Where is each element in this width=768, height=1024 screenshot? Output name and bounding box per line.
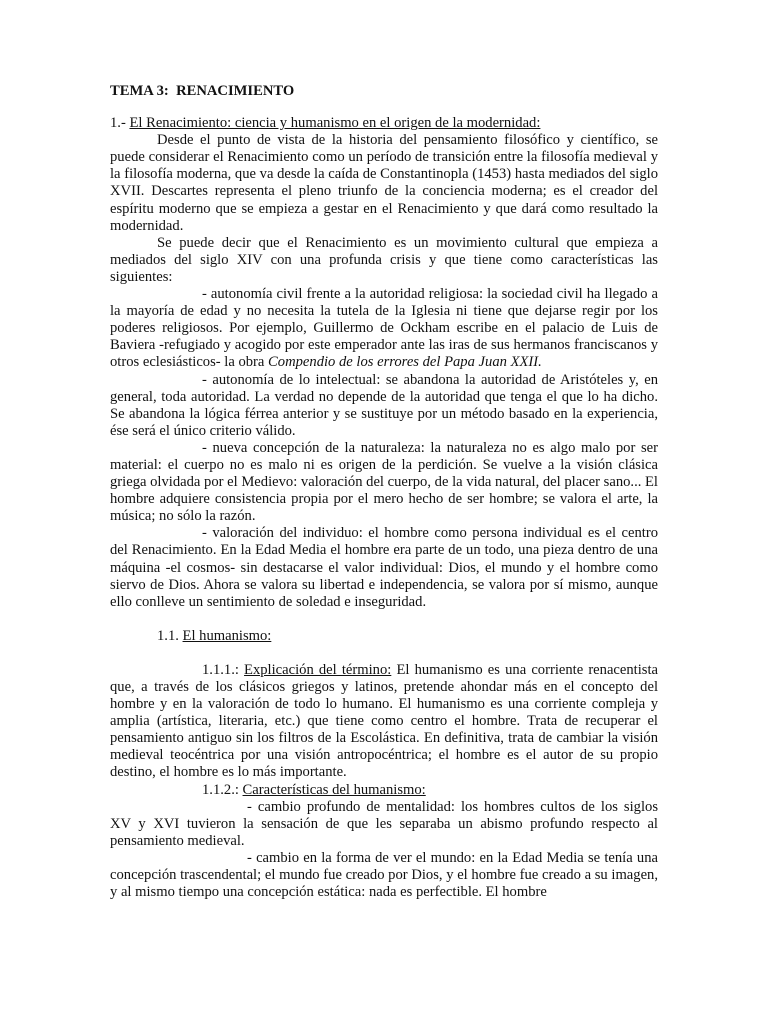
subsection-1-1-2-heading xyxy=(202,782,658,799)
subsection-1-1-2-number: 1.1.2.: xyxy=(202,781,243,798)
list-item-world-view-change: - cambio en la forma de ver el mundo: en la Edad Media se tenía una concepción trascendental; el mundo fue creado por Dios, y el hombre fue creado a su imagen, y al mismo tiempo una concepción estática: nada es perfectible. El hombre xyxy=(110,849,658,901)
document-page xyxy=(110,83,658,901)
subsection-1-1-1-title: Explicación del término: xyxy=(244,661,392,678)
list-item-individual-value: - valoración del individuo: el hombre como persona individual es el centro del Renacimiento. En la Edad Media el hombre era parte de un todo, una pieza dentro de una máquina -el cosmos- sin destacarse el valor individual: Dios, el mundo y el hombre como siervo de Dios. Ahora se valora su libertad e independencia, se valora por sí mismo, aunque ello conlleve un sentimiento de soledad e inseguridad. xyxy=(110,525,658,610)
section-1-heading xyxy=(110,115,658,132)
list-item-civil-autonomy xyxy=(110,286,658,371)
list-item-nature-conception: - nueva concepción de la naturaleza: la naturaleza no es algo malo por ser material: el cuerpo no es malo ni es origen de la perdición. Se vuelve a la visión clásica griega olvidada por el Medievo: valoración del cuerpo, de la vida natural, del placer sano... El hombre adquiere consistencia propia por el mero hecho de ser hombre; se valora el arte, la música; no sólo la razón. xyxy=(110,439,658,525)
document-title: TEMA 3: RENACIMIENTO xyxy=(110,83,295,99)
list-item-mentality-change: - cambio profundo de mentalidad: los hombres cultos de los siglos XV y XVI tuvieron la sensación de que les separaba un abismo profundo respecto al pensamiento medieval. xyxy=(110,798,658,849)
subsection-1-1-1-text: El humanismo es una corriente renacentista que, a través de los clásicos griegos y latinos, pretende ahondar más en el concepto del hombre y en la valoración de todo lo humano. El humanismo es una corriente compleja y amplia (artística, literaria, etc.) que tiene como centro el hombre. Trata de recuperar el pensamiento antiguo sin los filtros de la Escolástica. En definitiva, trata de cambiar la visión medieval teocéntrica por una visión antropocéntrica; el hombre es el autor de su propio destino, el hombre es lo más importante. xyxy=(110,661,658,781)
section-1-paragraph-2: Se puede decir que el Renacimiento es un movimiento cultural que empieza a mediados del siglo XIV con una profunda crisis y que tiene como características las siguientes: xyxy=(110,234,658,285)
section-1-paragraph-1: Desde el punto de vista de la historia del pensamiento filosófico y científico, se puede considerar el Renacimiento como un período de transición entre la filosofía medieval y la filosofía moderna, que va desde la caída de Constantinopla (1453) hasta mediados del siglo XVII. Descartes representa el pleno triunfo de la conciencia moderna; es el creador del espíritu moderno que se empieza a gestar en el Renacimiento y que dará como resultado la modernidad. xyxy=(110,132,658,234)
section-1-1-number: 1.1. xyxy=(157,627,183,644)
subsection-1-1-1-paragraph xyxy=(110,662,658,782)
section-1-title: El Renacimiento: ciencia y humanismo en el origen de la modernidad: xyxy=(129,115,541,132)
section-1-1-heading xyxy=(157,628,658,645)
work-title-compendio: Compendio de los errores del Papa Juan XXII. xyxy=(268,354,542,371)
list-item-intellectual-autonomy: - autonomía de lo intelectual: se abandona la autoridad de Aristóteles y, en general, toda autoridad. La verdad no depende de la autoridad que tenga el que lo ha dicho. Se abandona la lógica férrea anterior y se sustituye por un método basado en la experiencia, ése será el único criterio válido. xyxy=(110,371,658,439)
list-item-civil-autonomy-text: - autonomía civil frente a la autoridad religiosa: la sociedad civil ha llegado a la mayoría de edad y no necesita la tutela de la Iglesia ni tiene que dejarse regir por los poderes religiosos. Por ejemplo, Guillermo de Ockham escribe en el palacio de Luis de Baviera -refugiado y acogido por este emperador ante las iras de sus hermanos franciscanos y otros eclesiásticos- la obra xyxy=(110,286,658,371)
subsection-1-1-1-number: 1.1.1.: xyxy=(202,661,245,678)
section-1-number: 1.- xyxy=(110,115,130,132)
section-1-1-title: El humanismo: xyxy=(182,627,272,644)
subsection-1-1-2-title: Características del humanismo: xyxy=(242,781,426,798)
